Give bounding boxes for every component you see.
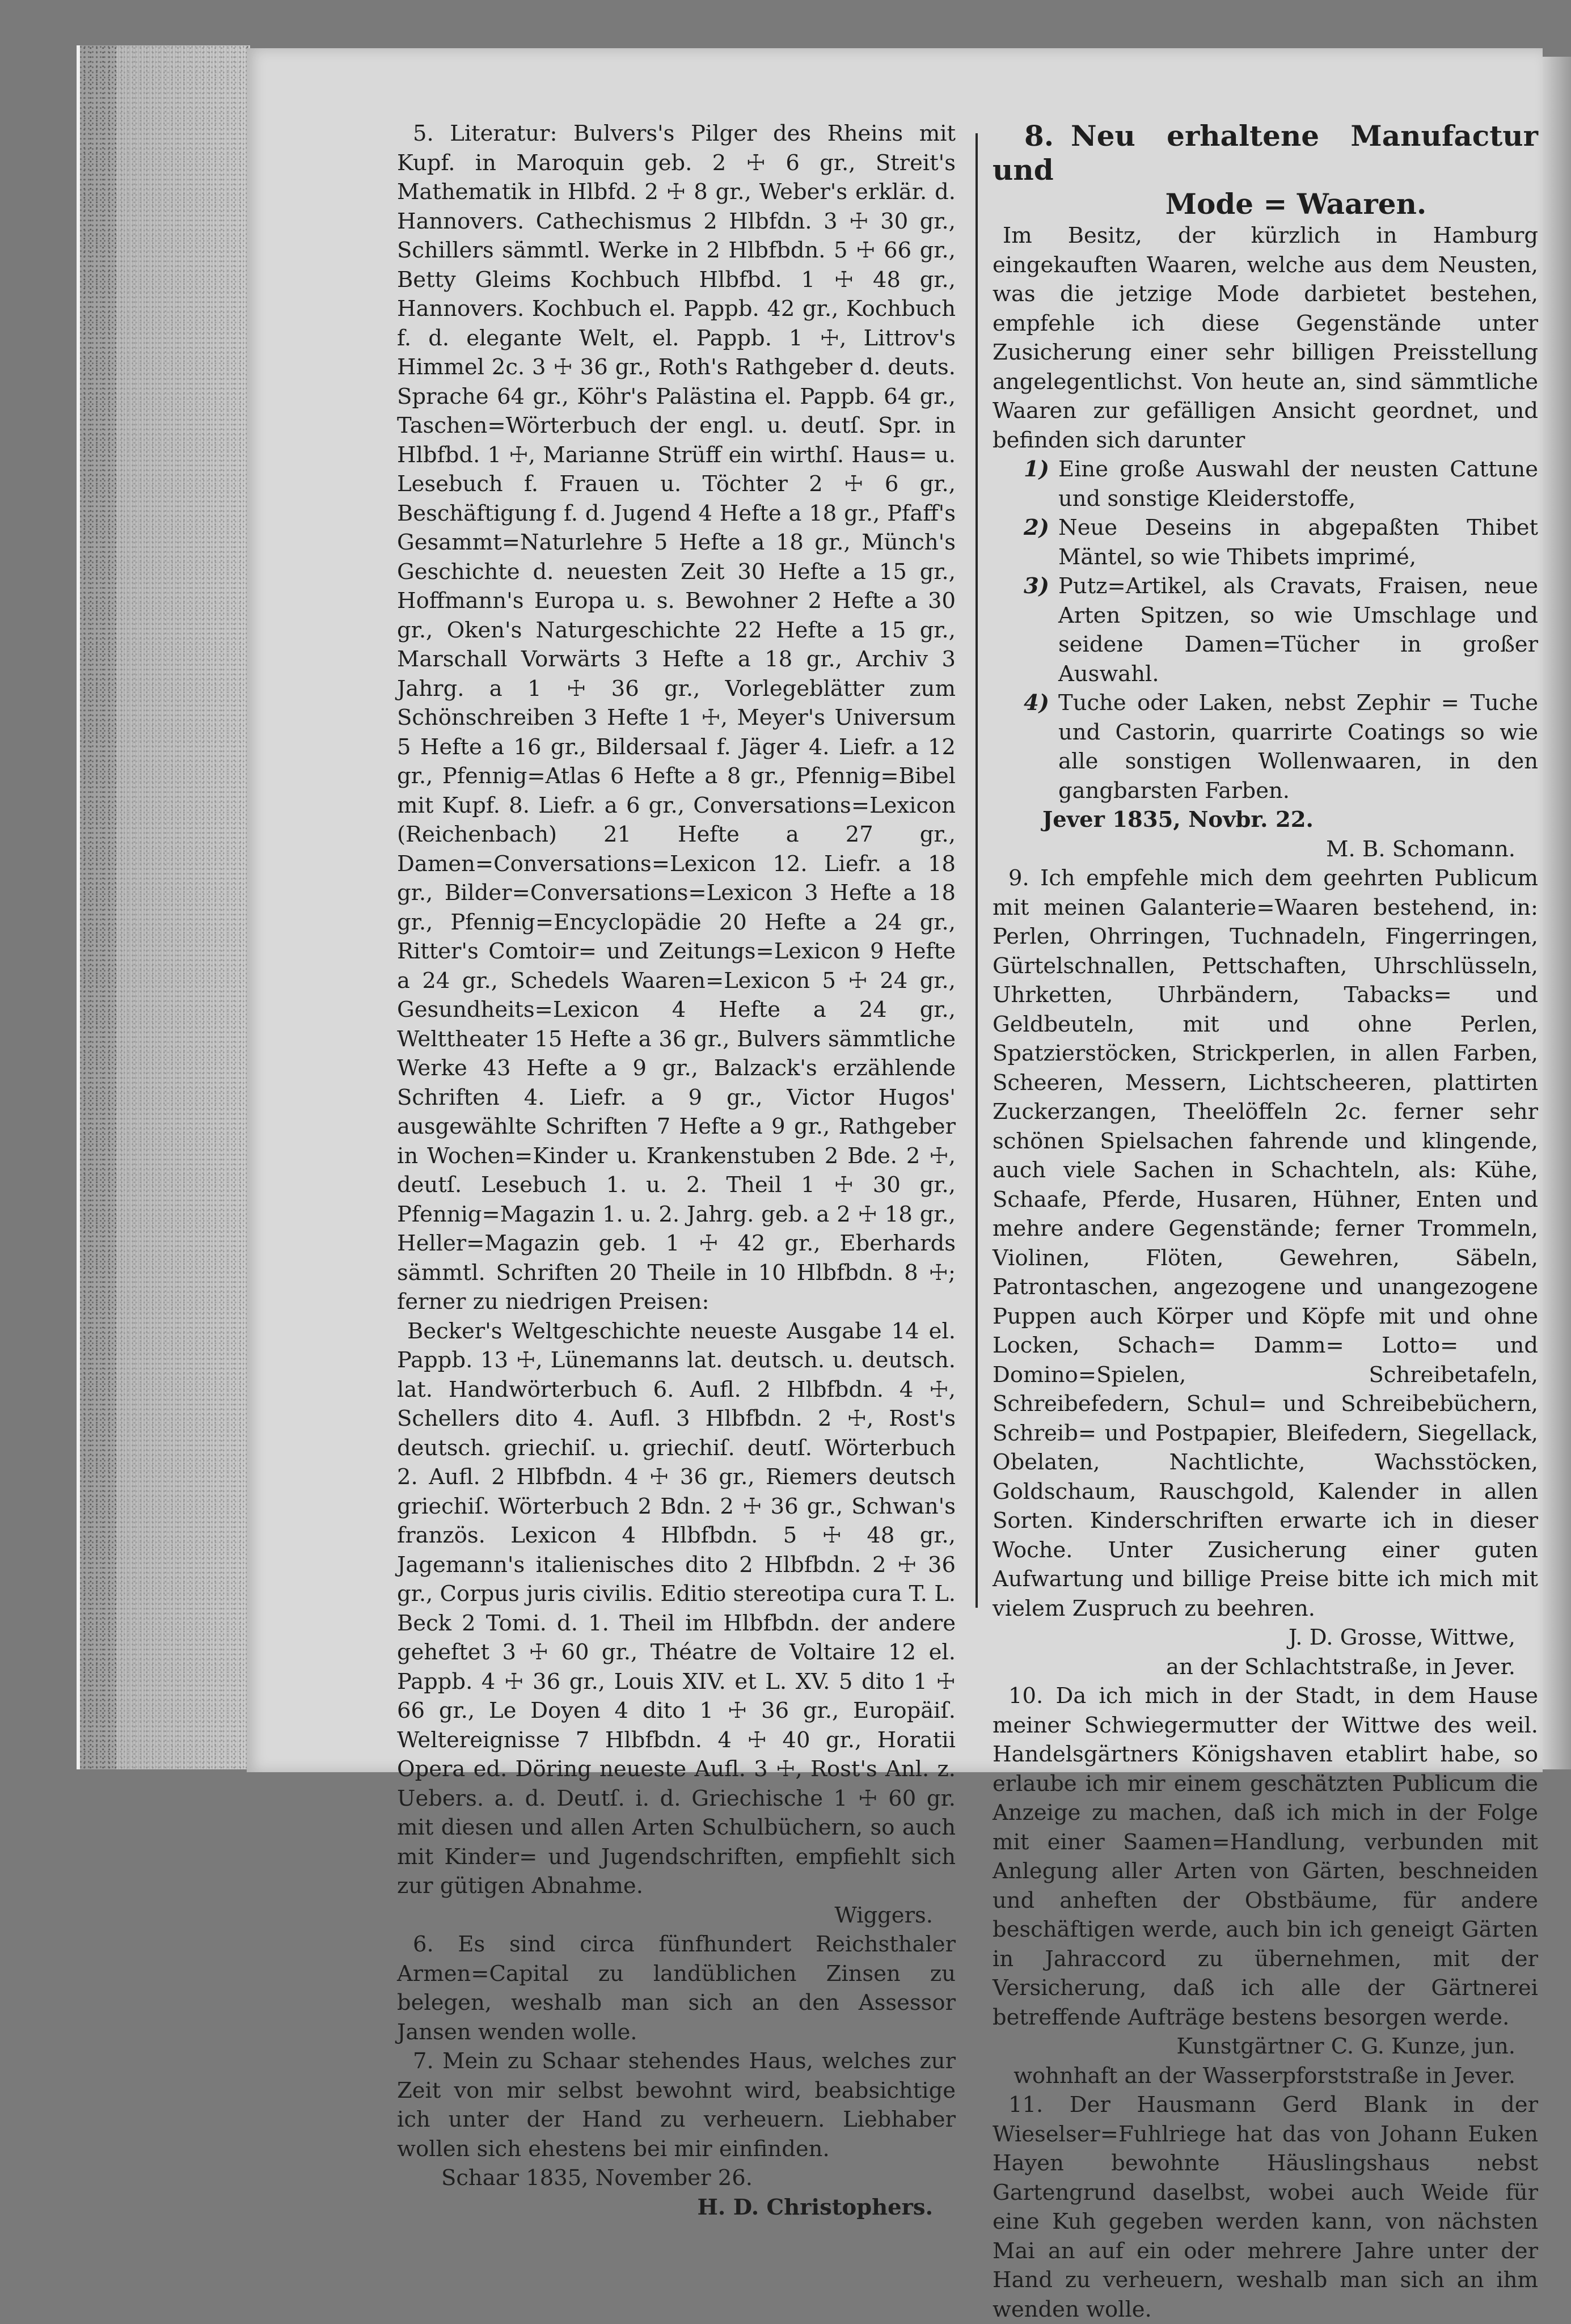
- notice-7-signature: H. D. Christophers.: [697, 2194, 933, 2220]
- notice-9-signature: J. D. Grosse, Wittwe,: [1288, 1625, 1515, 1650]
- notice-8-number: 8.: [1024, 119, 1054, 153]
- list-item-text: Putz=Artikel, als Cravats, Fraisen, neue Arten Spitzen, so wie Umschlage und seidene Damen=Tücher in großer Auswahl.: [1058, 573, 1538, 687]
- list-item-text: Neue Deseins in abgepaßten Thibet Mäntel, so wie Thibets imprimé,: [1058, 515, 1538, 570]
- notice-5-signature: Wiggers.: [834, 1902, 933, 1928]
- list-item: [993, 688, 1538, 805]
- notice-10-address: wohnhaft an der Wasserpforststraße in Jever.: [1013, 2063, 1515, 2089]
- notice-8-signature: M. B. Schomann.: [1326, 836, 1515, 862]
- notice-6: [397, 1930, 956, 2047]
- left-column: [397, 119, 956, 2222]
- notice-10: [993, 1681, 1538, 2090]
- notice-7-text: 7. Mein zu Schaar stehendes Haus, welches zur Zeit von mir selbst bewohnt wird, beabsichtige ich unter der Hand zu verheuern. Liebhaber wollen sich ehestens bei mir einfinden.: [397, 2048, 956, 2162]
- notice-8: [993, 119, 1538, 864]
- list-item-number: 1): [1023, 457, 1049, 482]
- notice-8-heading-line2: Mode = Waaren.: [1165, 187, 1427, 221]
- list-item-number: 4): [1023, 690, 1049, 716]
- list-item: [993, 513, 1538, 572]
- notice-11: [993, 2090, 1538, 2324]
- notice-8-heading: [993, 119, 1538, 187]
- notice-5-text-continued: Becker's Weltgeschichte neueste Ausgabe 14 el. Pappb. 13 ☩, Lünemanns lat. deutsch. u. deutsch. lat. Handwörterbuch 6. Aufl. 2 Hlbfbdn. 4 ☩, Schellers dito 4. Aufl. 3 Hlbfbdn. 2 ☩, Rost's deutsch. griechiſ. u. griechiſ. deutſ. Wörterbuch 2. Aufl. 2 Hlbfbdn. 4 ☩ 36 gr., Riemers deutsch griechiſ. Wörterbuch 2 Bdn. 2 ☩ 36 gr., Schwan's französ. Lexicon 4 Hlbfbdn. 5 ☩ 48 gr., Jagemann's italienisches dito 2 Hlbfbdn. 2 ☩ 36 gr., Corpus juris civilis. Editio stereotipa cura T. L. Beck 2 Tomi. d. 1. Theil im Hlbfbdn. der andere geheftet 3 ☩ 60 gr., Théatre de Voltaire 12 el. Pappb. 4 ☩ 36 gr., Louis XIV. et L. XV. 5 dito 1 ☩ 66 gr., Le Doyen 4 dito 1 ☩ 36 gr., Europäiſ. Weltereignisse 7 Hlbfbdn. 4 ☩ 40 gr., Horatii Opera ed. Döring neueste Aufl. 3 ☩, Rost's Anl. z. Uebers. a. d. Deutſ. i. d. Griechische 1 ☩ 60 gr. mit diesen und allen Arten Schulbüchern, so auch mit Kinder= und Jugendschriften, empfiehlt sich zur gütigen Abnahme.: [397, 1318, 956, 1899]
- list-item-text: Tuche oder Laken, nebst Zephir = Tuche und Castorin, quarrirte Coatings so wie alle sonstigen Wollenwaaren, in den gangbarsten Farben.: [1058, 690, 1538, 804]
- notice-5-text: 5. Literatur: Bulvers's Pilger des Rheins mit Kupf. in Maroquin geb. 2 ☩ 6 gr., Streit's Mathematik in Hlbfd. 2 ☩ 8 gr., Weber's erklär. d. Hannovers. Cathechismus 2 Hlbfdn. 3 ☩ 30 gr., Schillers sämmtl. Werke in 2 Hlbfbdn. 5 ☩ 66 gr., Betty Gleims Kochbuch Hlbfbd. 1 ☩ 48 gr., Hannovers. Kochbuch el. Pappb. 42 gr., Kochbuch f. d. elegante Welt, el. Pappb. 1 ☩, Littrov's Himmel 2c. 3 ☩ 36 gr., Roth's Rathgeber d. deuts. Sprache 64 gr., Köhr's Palästina el. Pappb. 64 gr., Taschen=Wörterbuch der engl. u. deutſ. Spr. in Hlbfbd. 1 ☩, Marianne Strüff ein wirthſ. Haus= u. Lesebuch f. Frauen u. Töchter 2 ☩ 6 gr., Beschäftigung f. d. Jugend 4 Hefte a 18 gr., Pfaff's Gesammt=Naturlehre 5 Hefte a 18 gr., Münch's Geschichte d. neuesten Zeit 30 Hefte a 15 gr., Hoffmann's Europa u. s. Bewohner 2 Hefte a 30 gr., Oken's Naturgeschichte 22 Hefte a 15 gr., Marschall Vorwärts 3 Hefte a 18 gr., Archiv 3 Jahrg. a 1 ☩ 36 gr., Vorlegeblätter zum Schönschreiben 3 Hefte 1 ☩, Meyer's Universum 5 Hefte a 16 gr., Bildersaal f. Jäger 4. Liefr. a 12 gr., Pfennig=Atlas 6 Hefte a 8 gr., Pfennig=Bibel mit Kupf. 8. Liefr. a 6 gr., Conversations=Lexicon (Reichenbach) 21 Hefte a 27 gr., Damen=Conversations=Lexicon 12. Liefr. a 18 gr., Bilder=Conversations=Lexicon 3 Hefte a 18 gr., Pfennig=Encyclopädie 20 Hefte a 24 gr., Ritter's Comtoir= und Zeitungs=Lexicon 9 Hefte a 24 gr., Schedels Waaren=Lexicon 5 ☩ 24 gr., Gesundheits=Lexicon 4 Hefte a 24 gr., Welttheater 15 Hefte a 36 gr., Bulvers sämmtliche Werke 43 Hefte a 9 gr., Balzack's erzählende Schriften 4. Liefr. a 9 gr., Victor Hugos' ausgewählte Schriften 7 Hefte a 9 gr., Rathgeber in Wochen=Kinder u. Krankenstuben 2 Bde. 2 ☩, deutſ. Lesebuch 1. u. 2. Theil 1 ☩ 30 gr., Pfennig=Magazin 1. u. 2. Jahrg. geb. a 2 ☩ 18 gr., Heller=Magazin geb. 1 ☩ 42 gr., Eberhards sämmtl. Schriften 20 Theile in 10 Hlbfbdn. 8 ☩; ferner zu niedrigen Preisen:: [397, 121, 956, 1315]
- notice-7-date: Schaar 1835, November 26.: [441, 2165, 753, 2191]
- notice-8-heading-line1: Neu erhaltene Manufactur und: [993, 119, 1538, 187]
- right-column: [993, 119, 1538, 2324]
- notice-7: [397, 2047, 956, 2222]
- notice-9-text: 9. Ich empfehle mich dem geehrten Publicum mit meinen Galanterie=Waaren bestehend, in: Perlen, Ohrringen, Tuchnadeln, Fingerringen, Gürtelschnallen, Pettschaften, Uhrschlüsseln, Uhrketten, Uhrbändern, Tabacks= und Geldbeuteln, mit und ohne Perlen, Spatzierstöcken, Strickperlen, in allen Farben, Scheeren, Messern, Lichtscheeren, plattirten Zuckerzangen, Theelöffeln 2c. ferner sehr schönen Spielsachen fahrende und klingende, auch viele Sachen in Schachteln, als: Kühe, Schaafe, Pferde, Husaren, Hühner, Enten und mehre andere Gegenstände; ferner Trommeln, Violinen, Flöten, Gewehren, Säbeln, Patrontaschen, angezogene und unangezogene Puppen auch Körper und Köpfe mit und ohne Locken, Schach= Damm= Lotto= und Domino=Spielen, Schreibetafeln, Schreibefedern, Schul= und Schreibebüchern, Schreib= und Postpapier, Bleifedern, Siegellack, Obelaten, Nachtlichte, Wachsstöcken, Goldschaum, Rauschgold, Kalender in allen Sorten. Kinderschriften erwarte ich in dieser Woche. Unter Zusicherung einer guten Aufwartung und billige Preise bitte ich mich mit vielem Zuspruch zu beehren.: [993, 865, 1538, 1621]
- list-item-text: Eine große Auswahl der neusten Cattune und sonstige Kleiderstoffe,: [1058, 457, 1538, 512]
- notice-6-text: 6. Es sind circa fünfhundert Reichsthaler Armen=Capital zu landüblichen Zinsen zu belegen, weshalb man sich an den Assessor Jansen wenden wolle.: [397, 1932, 956, 2045]
- page-stack-edge: [116, 45, 247, 1769]
- list-item: [993, 455, 1538, 513]
- notice-10-text: 10. Da ich mich in der Stadt, in dem Hause meiner Schwiegermutter der Wittwe des weil. Handelsgärtners Königshaven etablirt habe, so erlaube ich mir einem geschätzten Publicum die Anzeige zu machen, daß ich mich in der Folge mit einer Saamen=Handlung, verbunden mit Anlegung aller Arten von Gärten, beschneiden und anheften der Obstbäume, für andere beschäftigen werde, auch bin ich geneigt Gärten in Jahraccord zu übernehmen, mit der Versicherung, daß ich alle der Gärtnerei betreffende Aufträge bestens besorgen werde.: [993, 1683, 1538, 2030]
- notice-10-signature: Kunstgärtner C. G. Kunze, jun.: [1176, 2034, 1515, 2059]
- notice-9: [993, 864, 1538, 1681]
- notice-11-text: 11. Der Hausmann Gerd Blank in der Wieselser=Fuhlriege hat das von Johann Euken Hayen bewohnte Häuslingshaus nebst Gartengrund daselbst, wobei auch Weide für eine Kuh gegeben werden kann, von nächsten Mai an auf ein oder mehrere Jahre unter der Hand zu verheuern, weshalb man sich an ihm wenden wolle.: [993, 2092, 1538, 2322]
- notice-5: [397, 119, 956, 1930]
- notice-8-intro: Im Besitz, der kürzlich in Hamburg eingekauften Waaren, welche aus dem Neusten, was die jetzige Mode darbietet bestehen, empfehle ich diese Gegenstände unter Zusicherung einer sehr billigen Preisstellung angelegentlichst. Von heute an, sind sämmtliche Waaren zur gefälligen Ansicht geordnet, und befinden sich darunter: [993, 223, 1538, 453]
- facing-page-edge: [1543, 57, 1571, 1769]
- column-divider: [975, 133, 978, 1608]
- list-item: [993, 572, 1538, 688]
- list-item-number: 3): [1023, 573, 1049, 599]
- list-item-number: 2): [1023, 515, 1049, 540]
- notice-9-address: an der Schlachtstraße, in Jever.: [1166, 1654, 1515, 1680]
- notice-8-date: Jever 1835, Novbr. 22.: [1042, 807, 1314, 833]
